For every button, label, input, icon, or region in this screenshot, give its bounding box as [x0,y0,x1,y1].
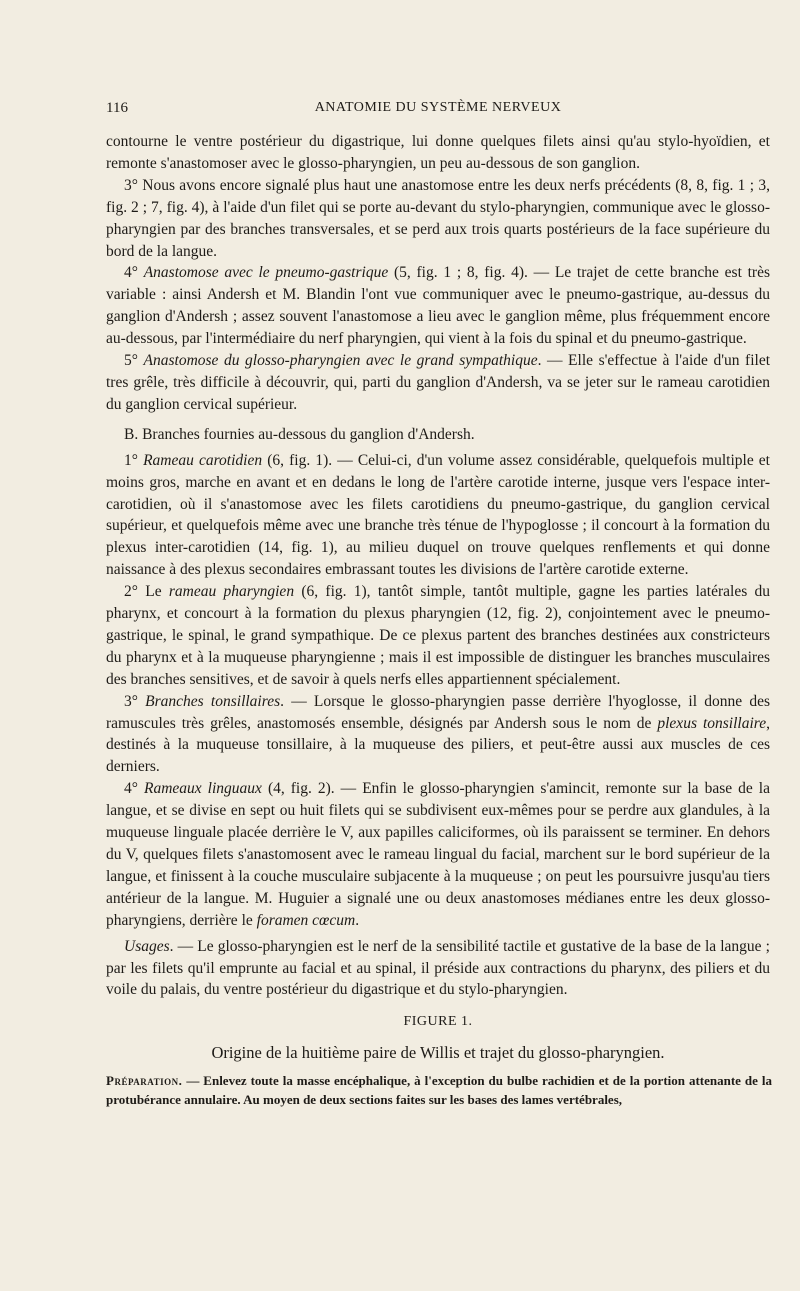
item-title: rameau pharyngien [168,583,295,601]
paragraph-text: . — Le glosso-pharyngien est le nerf de la sensibilité tactile et gustative de la base de la langue ; par les filets qu'il emprunte au facial et au spinal, il préside aux contractions du pharynx, des piliers et du voile du palais, du ventre postérieur du digastrique et du stylo-pharyngien. [106,937,770,999]
item-number: 1° [124,451,138,469]
paragraph-text: (6, fig. 1). — Celui-ci, d'un volume assez considérable, quelquefois multiple et moins gros, marche en avant et en dedans le long de l'artère carotide interne, jusque vers l'espace inter-carotidien, où il s'anastomose avec les filets carotidiens du pneumo-gastrique, du ganglion cervical supérieur, et quelquefois même avec une branche très ténue de l'hypoglosse ; il concourt à la formation du plexus inter-carotidien (14, fig. 1), au milieu duquel on trouve quelques renflements et qui donne naissance à des plexus secondaires embrassant toutes les divisions de l'artère carotide externe. [106,451,770,579]
item-number: 5° [124,352,138,370]
paragraph-text: . [355,911,360,929]
item-number: 4° [124,264,138,282]
item-title: Rameaux linguaux [143,780,262,798]
paragraph-text: contourne le ventre postérieur du digastrique, lui donne quelques filets ainsi qu'au stylo-hyoïdien, et remonte s'anastomoser avec le glosso-pharyngien, un peu au-dessous de son ganglion. [106,133,770,172]
paragraph [106,581,770,691]
section-heading: B. Branches fournies au-dessous du ganglion d'Andersh. [124,425,475,443]
italic-term: foramen cœcum [256,911,356,929]
paragraph [106,350,770,416]
paragraph-text: . — Lorsque le glosso-pharyngien passe derrière l'hyoglosse, il donne des ramuscules très grêles, anastomosés ensemble, désignés par Andersh sous le nom de [106,692,770,732]
paragraph-text: (6, fig. 1), tantôt simple, tantôt multiple, gagne les parties latérales du pharynx, et concourt à la formation du plexus pharyngien (12, fig. 2), conjointement avec le pneumo-gastrique, le spinal, le grand sympathique. De ce plexus partent des branches destinées aux constricteurs du pharynx et à la muqueuse pharyngienne ; mais il est impossible de distinguer les branches musculaires des branches sensitives, et de savoir à quels nerfs elles appartiennent spécialement. [106,583,770,688]
item-title: Usages [124,937,170,955]
figure-caption: Origine de la huitième paire de Willis et trajet du glosso-pharyngien. [211,1043,665,1062]
paragraph-text: . — Elle s'effectue à l'aide d'un filet tres grêle, très difficile à découvrir, qui, parti du ganglion d'Andersh, va se jeter sur le rameau carotidien du ganglion cervical supérieur. [106,352,771,413]
paragraph [106,131,770,175]
page-header [106,100,770,124]
preparation-text: — Enlevez toute la masse encéphalique, à l'exception du bulbe rachidien et de la portion attenante de la protubérance annulaire. Au moyen de deux sections faites sur les bases des lames vertébrales, [106,1073,772,1107]
item-number: 4° [124,780,138,798]
item-title: Rameau carotidien [143,451,263,469]
item-title: Branches tonsillaires [145,692,281,710]
item-title: Anastomose avec le pneumo-gastrique [143,264,389,282]
paragraph-text: , destinés à la muqueuse tonsillaire, à la muqueuse des piliers, et peut-être aussi aux muscles de ces derniers. [106,714,770,776]
running-title: ANATOMIE DU SYSTÈME NERVEUX [314,100,562,115]
paragraph [106,778,770,931]
paragraph [106,936,770,1002]
preparation-label: Préparation. [106,1073,183,1088]
italic-term: plexus tonsillaire [657,714,767,732]
paragraph [106,450,770,581]
paragraph-text: (5, fig. 1 ; 8, fig. 4). — Le trajet de cette branche est très variable : ainsi Andersh et M. Blandin l'ont vue communiquer avec le pneumo-gastrique, au-dessus du ganglion d'Andersh ; assez souvent l'anastomose a lieu avec le ganglion même, plus fréquemment encore au-dessous, par l'intermédiaire du nerf pharyngien, qui vient à la fois du spinal et du pneumo-gastrique. [106,264,771,348]
paragraph-text: Le [137,583,169,601]
item-number: 2° [124,583,138,601]
item-title: Anastomose du glosso-pharyngien avec le grand sympathique [143,352,538,370]
preparation-note [106,1071,772,1109]
paragraph [106,175,770,263]
body-text [106,131,770,1001]
paragraph-text: 3° Nous avons encore signalé plus haut une anastomose entre les deux nerfs précédents (8, 8, fig. 1 ; 3, fig. 2 ; 7, fig. 4), à l'aide d'un filet qui se porte au-devant du stylo-pharyngien, communique avec le glosso-pharyngien par des branches transversales, et se perd aux trois quarts postérieurs de la face supérieure du bord de la langue. [106,176,770,260]
item-number: 3° [124,692,138,710]
paragraph [106,262,770,350]
figure-label: FIGURE 1. [403,1014,473,1029]
page-number: 116 [106,100,128,116]
paragraph-text: (4, fig. 2). — Enfin le glosso-pharyngien s'amincit, remonte sur la base de la langue, et se divise en sept ou huit filets qui se subdivisent eux-mêmes pour se perdre aux glandules, à la muqueuse linguale placée derrière le V, aux papilles caliciformes, où ils paraissent se terminer. En dehors du V, quelques filets s'anastomosent avec le rameau lingual du facial, marchent sur le bord supérieur de la langue, et finissent à la couche musculaire subjacente à la muqueuse ; on peut les poursuivre jusqu'au tiers antérieur de la langue. M. Huguier a signalé une ou deux anastomoses médianes entre les deux glosso-pharyngiens, derrière le [106,780,770,929]
paragraph [106,691,770,779]
